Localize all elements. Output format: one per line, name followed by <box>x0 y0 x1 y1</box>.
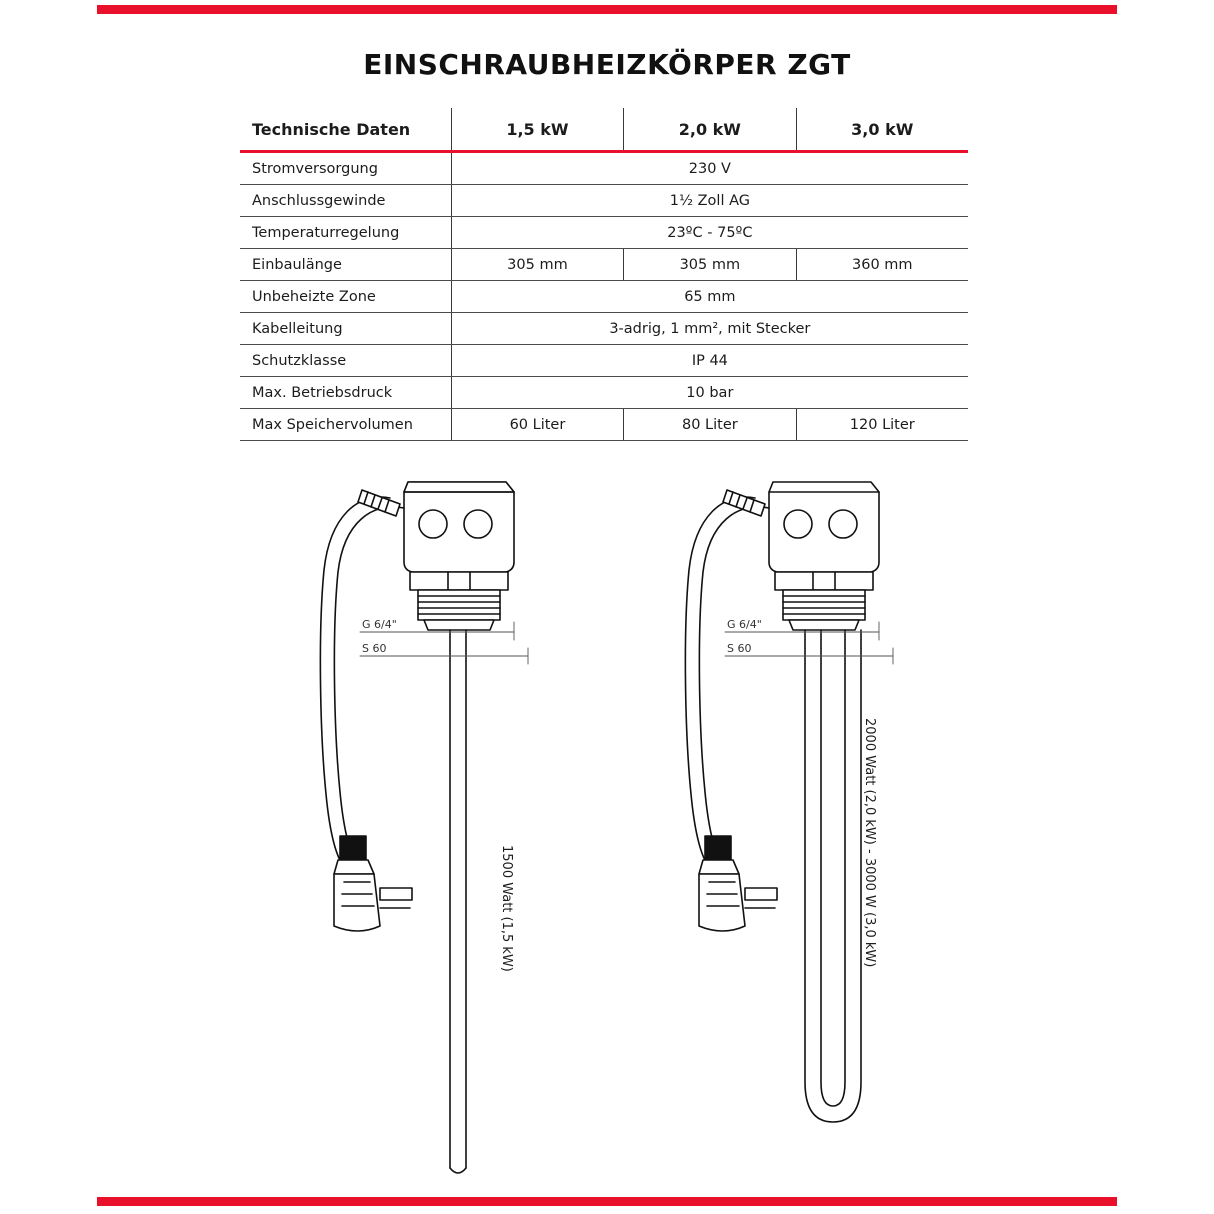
table-row <box>240 281 968 313</box>
row-label: Unbeheizte Zone <box>240 281 451 313</box>
page-title: EINSCHRAUBHEIZKÖRPER ZGT <box>363 48 851 81</box>
bottom-accent-rule <box>97 1197 1117 1206</box>
thread-dimension-label: G 6/4" <box>727 618 762 631</box>
table-row <box>240 409 968 441</box>
product-drawing-u-shaped <box>665 462 945 1196</box>
table-header-label: Technische Daten <box>240 108 451 152</box>
table-row <box>240 217 968 249</box>
row-value-1: 60 Liter <box>451 409 623 441</box>
row-label: Max. Betriebsdruck <box>240 377 451 409</box>
table-header-row <box>240 108 968 152</box>
row-value-1: 305 mm <box>451 249 623 281</box>
product-drawing-straight <box>300 462 580 1196</box>
row-label: Temperaturregelung <box>240 217 451 249</box>
row-value-3: 120 Liter <box>796 409 968 441</box>
thread-dimension-label: G 6/4" <box>362 618 397 631</box>
table-header-col-3: 3,0 kW <box>796 108 968 152</box>
table-row <box>240 185 968 217</box>
table-row <box>240 249 968 281</box>
table-row <box>240 345 968 377</box>
depth-dimension-label: S 60 <box>727 642 752 655</box>
table-row <box>240 313 968 345</box>
row-value-span: 23ºC - 75ºC <box>451 217 968 249</box>
row-label: Max Speichervolumen <box>240 409 451 441</box>
u-shaped-heater-illustration <box>665 462 945 1192</box>
row-value-2: 80 Liter <box>624 409 796 441</box>
row-value-2: 305 mm <box>624 249 796 281</box>
row-value-span: 1½ Zoll AG <box>451 185 968 217</box>
table-row <box>240 377 968 409</box>
row-value-span: 3-adrig, 1 mm², mit Stecker <box>451 313 968 345</box>
row-value-span: 230 V <box>451 152 968 185</box>
row-label: Anschlussgewinde <box>240 185 451 217</box>
depth-dimension-label: S 60 <box>362 642 387 655</box>
top-accent-rule <box>97 5 1117 14</box>
table-header-col-2: 2,0 kW <box>624 108 796 152</box>
row-label: Kabelleitung <box>240 313 451 345</box>
table-row <box>240 152 968 185</box>
row-label: Einbaulänge <box>240 249 451 281</box>
row-value-span: IP 44 <box>451 345 968 377</box>
row-value-span: 65 mm <box>451 281 968 313</box>
straight-heater-illustration <box>300 462 580 1192</box>
left-power-label: 1500 Watt (1,5 kW) <box>499 845 514 972</box>
table-header-col-1: 1,5 kW <box>451 108 623 152</box>
row-label: Stromversorgung <box>240 152 451 185</box>
right-power-label: 2000 Watt (2,0 kW) - 3000 W (3,0 kW) <box>862 718 877 968</box>
technical-data-table <box>240 108 968 441</box>
row-label: Schutzklasse <box>240 345 451 377</box>
row-value-span: 10 bar <box>451 377 968 409</box>
row-value-3: 360 mm <box>796 249 968 281</box>
